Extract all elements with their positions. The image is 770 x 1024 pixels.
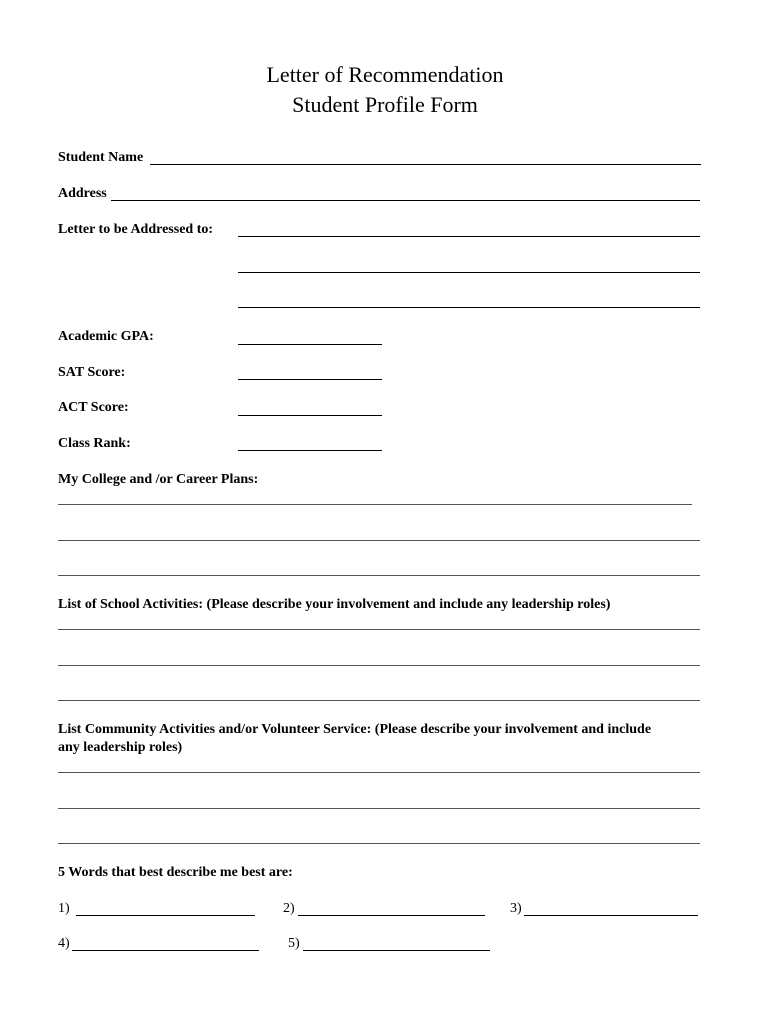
- school-activities-line-2[interactable]: [58, 665, 700, 666]
- class-rank-label: Class Rank:: [58, 436, 131, 451]
- form-title-line-1: Letter of Recommendation: [266, 62, 504, 87]
- addressed-to-field-line-1[interactable]: [238, 236, 700, 237]
- addressed-to-field-line-2[interactable]: [238, 272, 700, 273]
- addressed-to-field-line-3[interactable]: [238, 307, 700, 308]
- gpa-field[interactable]: [238, 344, 382, 345]
- community-activities-line-2[interactable]: [58, 808, 700, 809]
- word-4-number: 4): [58, 936, 70, 951]
- word-1-number: 1): [58, 901, 70, 916]
- form-title-line-2: Student Profile Form: [292, 92, 478, 117]
- career-plans-line-2[interactable]: [58, 540, 700, 541]
- word-4-field[interactable]: [72, 950, 259, 951]
- community-activities-label-line-1: List Community Activities and/or Volunteer Service: (Please describe your involvement and include: [58, 722, 652, 737]
- community-activities-line-1[interactable]: [58, 772, 700, 773]
- gpa-label: Academic GPA:: [58, 329, 154, 344]
- sat-label: SAT Score:: [58, 365, 126, 380]
- class-rank-field[interactable]: [238, 450, 382, 451]
- word-5-number: 5): [288, 936, 300, 951]
- sat-field[interactable]: [238, 379, 382, 380]
- word-1-field[interactable]: [76, 915, 255, 916]
- community-activities-label-line-2: any leadership roles): [58, 740, 183, 755]
- act-label: ACT Score:: [58, 400, 129, 415]
- school-activities-line-3[interactable]: [58, 700, 700, 701]
- student-name-field[interactable]: [150, 164, 701, 165]
- word-3-field[interactable]: [524, 915, 698, 916]
- career-plans-line-3[interactable]: [58, 575, 700, 576]
- school-activities-label: List of School Activities: (Please describe your involvement and include any leadership roles): [58, 597, 611, 612]
- career-plans-label: My College and /or Career Plans:: [58, 472, 259, 487]
- act-field[interactable]: [238, 415, 382, 416]
- community-activities-line-3[interactable]: [58, 843, 700, 844]
- word-2-field[interactable]: [298, 915, 485, 916]
- five-words-label: 5 Words that best describe me best are:: [58, 865, 293, 880]
- word-3-number: 3): [510, 901, 522, 916]
- address-label: Address: [58, 186, 107, 201]
- word-2-number: 2): [283, 901, 295, 916]
- student-name-label: Student Name: [58, 150, 144, 165]
- school-activities-line-1[interactable]: [58, 629, 700, 630]
- addressed-to-label: Letter to be Addressed to:: [58, 222, 214, 237]
- word-5-field[interactable]: [303, 950, 490, 951]
- career-plans-line-1[interactable]: [58, 504, 692, 505]
- address-field[interactable]: [111, 200, 700, 201]
